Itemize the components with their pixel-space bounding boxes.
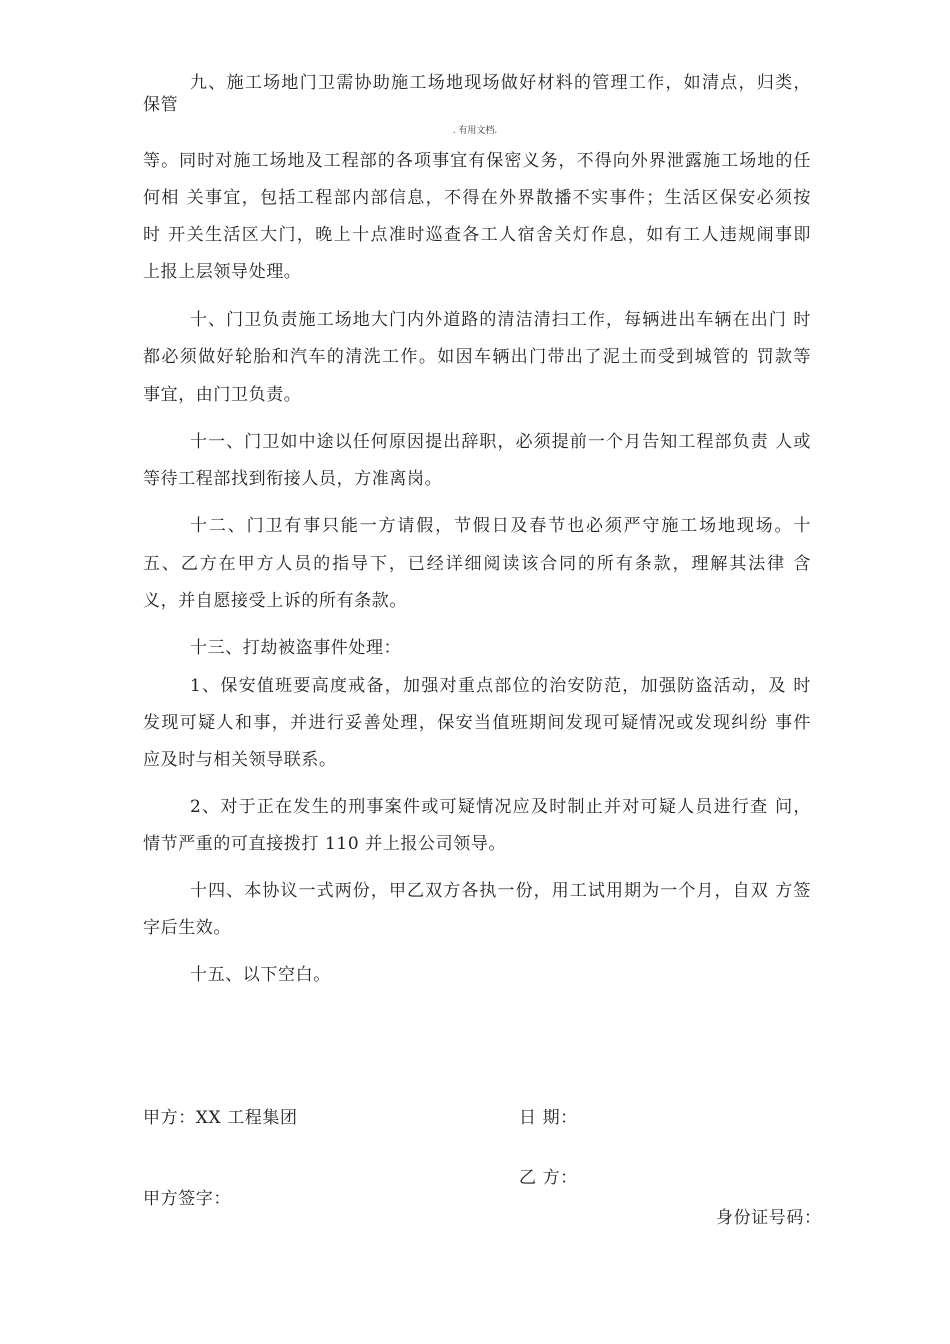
paragraph-line: 等待工程部找到衔接人员，方准离岗。 — [143, 469, 443, 489]
paragraph-line: 时 开关生活区大门，晚上十点准时巡查各工人宿舍关灯作息，如有工人违规闹事即 — [143, 225, 811, 245]
paragraph-line: 何相 关事宜，包括工程部内部信息，不得在外界散播不实事件；生活区保安必须按 — [143, 188, 811, 208]
paragraph-line: 2、对于正在发生的刑事案件或可疑情况应及时制止并对可疑人员进行查 问， — [190, 797, 811, 817]
party-a-signature-label: 甲方签字： — [143, 1189, 231, 1209]
paragraph-line: 事宜，由门卫负责。 — [143, 385, 302, 405]
paragraph-line: 义，并自愿接受上诉的所有条款。 — [143, 591, 407, 611]
date-label: 日 期： — [519, 1108, 578, 1128]
paragraph-line: 等。同时对施工场地及工程部的各项事宜有保密义务，不得向外界泄露施工场地的任 — [143, 151, 811, 171]
section-heading: 十三、打劫被盗事件处理： — [190, 638, 402, 658]
paragraph-line: 十、门卫负责施工场地大门内外道路的清洁清扫工作，每辆进出车辆在出门 时 — [190, 310, 811, 330]
paragraph-line: 十四、本协议一式两份，甲乙双方各执一份，用工试用期为一个月，自双 方签 — [190, 881, 811, 901]
paragraph-line: 情节严重的可直接拨打 110 并上报公司领导。 — [143, 834, 507, 854]
paragraph-line: 十五、以下空白。 — [190, 965, 331, 985]
paragraph-line: 十二、门卫有事只能一方请假，节假日及春节也必须严守施工场地现场。十 — [190, 516, 811, 536]
paragraph-line: 都必须做好轮胎和汽车的清洗工作。如因车辆出门带出了泥土而受到城管的 罚款等 — [143, 347, 811, 367]
paragraph-line: 上报上层领导处理。 — [143, 262, 302, 282]
paragraph-line: 字后生效。 — [143, 918, 231, 938]
paragraph-line: 应及时与相关领导联系。 — [143, 750, 337, 770]
paragraph-line: 九、施工场地门卫需协助施工场地现场做好材料的管理工作，如清点，归类， — [190, 73, 811, 93]
paragraph-line: 五、乙方在甲方人员的指导下，已经详细阅读该合同的所有条款，理解其法律 含 — [143, 554, 811, 574]
party-a-name: 甲方：XX 工程集团 — [143, 1108, 298, 1128]
paragraph-line: 1、保安值班要高度戒备，加强对重点部位的治安防范，加强防盗活动，及 时 — [190, 676, 811, 696]
paragraph-line: 保管 — [143, 95, 179, 115]
party-b-label: 乙 方： — [519, 1168, 578, 1188]
paragraph-line: 发现可疑人和事，并进行妥善处理，保安当值班期间发现可疑情况或发现纠纷 事件 — [143, 713, 811, 733]
id-number-label: 身份证号码： — [716, 1208, 822, 1228]
header-note: . 有用文档. — [452, 126, 498, 136]
paragraph-line: 十一、门卫如中途以任何原因提出辞职，必须提前一个月告知工程部负责 人或 — [190, 432, 811, 452]
